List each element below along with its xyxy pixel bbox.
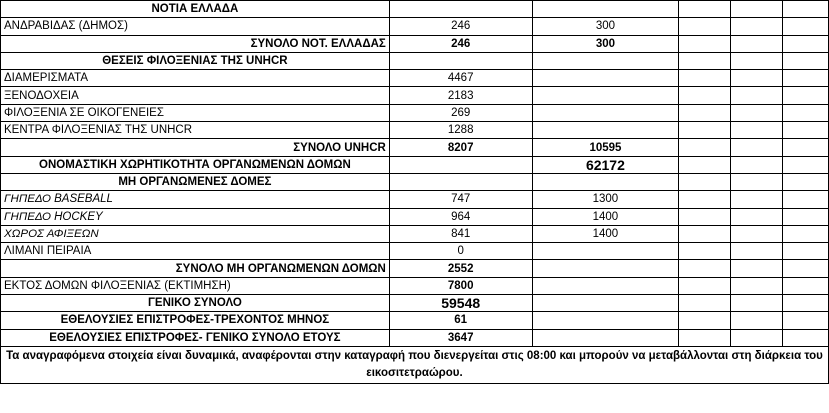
value-cell-1 [389, 173, 532, 190]
value-cell-1 [389, 156, 532, 173]
total-label: ΣΥΝΟΛΟ ΝΟΤ. ΕΛΛΑΔΑΣ [1, 35, 390, 52]
value-cell-1: 747 [389, 191, 532, 208]
value-cell-2: 10595 [532, 139, 679, 156]
table-row-total-south-greece [1, 35, 829, 52]
value-cell-1 [389, 52, 532, 69]
footnote: Τα αναγραφόμενα στοιχεία είναι δυναμικά, αναφέρονται στην καταγραφή που διενεργείται στις 08:00 και μπορούν να μεταβάλλονται στη διάρκεια του εικοσιτετραώρου. [1, 346, 829, 383]
value-cell-1: 4467 [389, 70, 532, 87]
value-cell-2 [532, 277, 679, 294]
value-cell-1: 841 [389, 225, 532, 242]
table-row [1, 104, 829, 121]
value-cell-1: 61 [389, 312, 532, 329]
value-cell-2 [532, 122, 679, 139]
table-row [1, 18, 829, 35]
row-label: ΧΩΡΟΣ ΑΦΙΞΕΩΝ [1, 225, 390, 242]
row-label: ΦΙΛΟΞΕΝΙΑ ΣΕ ΟΙΚΟΓΕΝΕΙΕΣ [1, 104, 390, 121]
table-row-returns-month [1, 312, 829, 329]
table-row-grand-total [1, 295, 829, 312]
returns-year-label: ΕΘΕΛΟΥΣΙΕΣ ΕΠΙΣΤΡΟΦΕΣ- ΓΕΝΙΚΟ ΣΥΝΟΛΟ ΕΤΟΥΣ [1, 329, 390, 346]
value-cell-1: 964 [389, 208, 532, 225]
row-label: ΛΙΜΑΝΙ ΠΕΙΡΑΙΑ [1, 243, 390, 260]
table-row [1, 191, 829, 208]
table-row-total-unorganized [1, 260, 829, 277]
value-cell-2 [532, 312, 679, 329]
row-label: ΞΕΝΟΔΟΧΕΙΑ [1, 87, 390, 104]
value-cell-2 [532, 243, 679, 260]
value-cell-2: 300 [532, 18, 679, 35]
table-row-total-unhcr [1, 139, 829, 156]
value-cell-1: 59548 [389, 295, 532, 312]
value-cell-1 [389, 1, 532, 18]
value-cell-1: 246 [389, 18, 532, 35]
table-row-outside-estimate [1, 277, 829, 294]
row-label: ΔΙΑΜΕΡΙΣΜΑΤΑ [1, 70, 390, 87]
section-header-unorganized: ΜΗ ΟΡΓΑΝΩΜΕΝΕΣ ΔΟΜΕΣ [1, 173, 390, 190]
value-cell-1: 2183 [389, 87, 532, 104]
value-cell-2 [532, 52, 679, 69]
section-header-unhcr: ΘΕΣΕΙΣ ΦΙΛΟΞΕΝΙΑΣ ΤΗΣ UNHCR [1, 52, 390, 69]
row-label: ΕΚΤΟΣ ΔΟΜΩΝ ΦΙΛΟΞΕΝΙΑΣ (ΕΚΤΙΜΗΣΗ) [1, 277, 390, 294]
value-cell-1: 8207 [389, 139, 532, 156]
table-row-section-unorganized [1, 173, 829, 190]
value-cell-2: 62172 [532, 156, 679, 173]
row-label: ΓΗΠΕΔΟ BASEBALL [1, 191, 390, 208]
value-cell-2 [532, 173, 679, 190]
total-label: ΣΥΝΟΛΟ UNHCR [1, 139, 390, 156]
table-row [1, 243, 829, 260]
value-cell-2 [532, 87, 679, 104]
value-cell-2 [532, 104, 679, 121]
value-cell-1: 269 [389, 104, 532, 121]
table-row-section-south-greece [1, 1, 829, 18]
table-row [1, 208, 829, 225]
value-cell-2: 1400 [532, 208, 679, 225]
value-cell-1: 2552 [389, 260, 532, 277]
value-cell-2 [532, 70, 679, 87]
capacity-label: ΟΝΟΜΑΣΤΙΚΗ ΧΩΡΗΤΙΚΟΤΗΤΑ ΟΡΓΑΝΩΜΕΝΩΝ ΔΟΜΩΝ [1, 156, 390, 173]
row-label: ΑΝΔΡΑΒΙΔΑΣ (ΔΗΜΟΣ) [1, 18, 390, 35]
table-row [1, 122, 829, 139]
grand-total-label: ΓΕΝΙΚΟ ΣΥΝΟΛΟ [1, 295, 390, 312]
section-header-south-greece: ΝΟΤΙΑ ΕΛΛΑΔΑ [1, 1, 390, 18]
table-row-note [1, 346, 829, 383]
table-row [1, 225, 829, 242]
row-label: ΓΗΠΕΔΟ HOCKEY [1, 208, 390, 225]
value-cell-2 [532, 295, 679, 312]
value-cell-1: 0 [389, 243, 532, 260]
table-row [1, 70, 829, 87]
row-label: ΚΕΝΤΡΑ ΦΙΛΟΞΕΝΙΑΣ ΤΗΣ UNHCR [1, 122, 390, 139]
table-row-nominal-capacity [1, 156, 829, 173]
value-cell-1: 7800 [389, 277, 532, 294]
value-cell-1: 246 [389, 35, 532, 52]
value-cell-1: 3647 [389, 329, 532, 346]
table-row-returns-year [1, 329, 829, 346]
value-cell-2: 1400 [532, 225, 679, 242]
returns-month-label: ΕΘΕΛΟΥΣΙΕΣ ΕΠΙΣΤΡΟΦΕΣ-ΤΡΕΧΟΝΤΟΣ ΜΗΝΟΣ [1, 312, 390, 329]
value-cell-2: 300 [532, 35, 679, 52]
value-cell-1: 1288 [389, 122, 532, 139]
value-cell-2 [532, 260, 679, 277]
value-cell-2 [532, 329, 679, 346]
total-label: ΣΥΝΟΛΟ ΜΗ ΟΡΓΑΝΩΜΕΝΩΝ ΔΟΜΩΝ [1, 260, 390, 277]
table-row [1, 87, 829, 104]
value-cell-2: 1300 [532, 191, 679, 208]
value-cell-2 [532, 1, 679, 18]
table-row-section-unhcr [1, 52, 829, 69]
